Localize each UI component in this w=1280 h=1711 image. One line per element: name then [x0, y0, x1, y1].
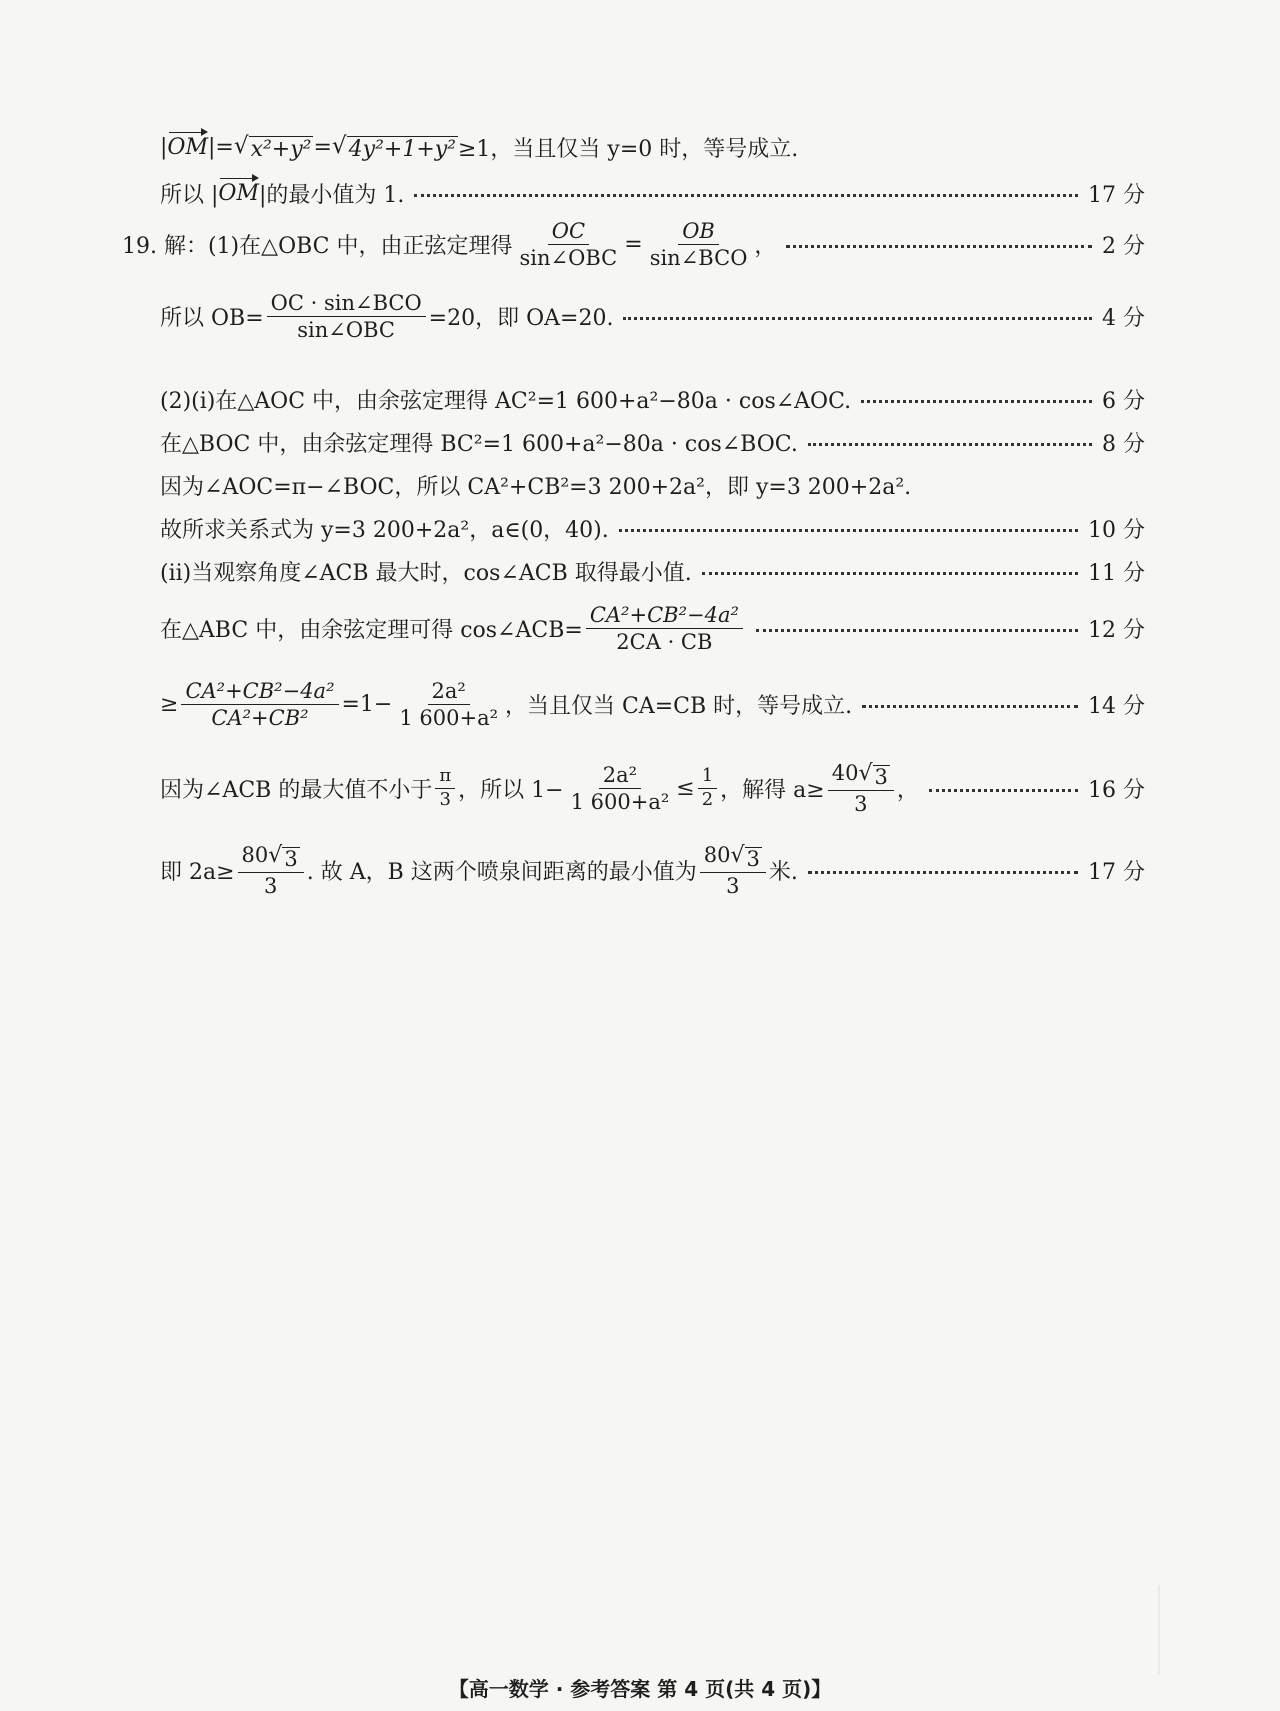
line-text: 在△BOC 中，由余弦定理得 BC²=1 600+a²−80a · cos∠BOC.	[160, 432, 798, 457]
fraction	[828, 762, 894, 815]
dot-leader	[623, 317, 1092, 320]
line-content	[160, 132, 798, 163]
denominator: 3	[854, 792, 868, 817]
line-content	[160, 844, 798, 897]
line-text: (ⅱ)当观察角度∠ACB 最大时，cos∠ACB 取得最小值.	[160, 561, 692, 586]
fraction	[516, 220, 622, 269]
denominator: 1 600+a²	[399, 706, 499, 731]
line-cosine-aoc	[160, 384, 1145, 415]
coefficient: 80	[241, 843, 269, 867]
fraction	[181, 680, 338, 729]
page-footer: 【高一数学 · 参考答案 第 4 页(共 4 页)】	[448, 1677, 832, 1701]
text-segment: ≤	[676, 776, 695, 802]
denominator: 3	[726, 874, 740, 899]
score-label: 10 分	[1088, 518, 1145, 543]
numerator: 2a²	[599, 764, 641, 789]
scan-artifact	[1158, 1585, 1200, 1675]
text-segment: 即 2a≥	[160, 860, 235, 886]
fraction	[238, 844, 304, 897]
numerator: OB	[678, 220, 719, 245]
fraction	[267, 292, 426, 341]
dot-leader	[786, 245, 1092, 248]
text-segment: ，当且仅当 CA=CB 时，等号成立.	[505, 694, 853, 720]
numerator: 2a²	[428, 680, 470, 705]
text-segment: ，	[754, 234, 777, 260]
denominator: 1 600+a²	[570, 790, 670, 815]
radicand: 3	[284, 847, 298, 871]
line-cosine-boc	[160, 427, 1145, 458]
radicand: 3	[874, 765, 888, 789]
sqrt-expression	[858, 762, 889, 788]
line-content	[160, 178, 404, 209]
denominator: 3	[263, 874, 278, 899]
dot-leader	[619, 529, 1078, 532]
radical-sign: √	[268, 843, 283, 868]
numerator: CA²+CB²−4a²	[181, 680, 338, 705]
numerator: OC · sin∠BCO	[267, 292, 426, 317]
line-cos-acb	[160, 604, 1145, 653]
text-segment: ，	[896, 778, 919, 804]
text-segment: 所以 OB=	[160, 306, 264, 332]
score-label: 6 分	[1102, 389, 1145, 414]
coefficient: 40	[831, 761, 859, 785]
line-content	[160, 292, 613, 341]
radicand: x²+y²	[250, 137, 312, 162]
numerator: CA²+CB²−4a²	[586, 604, 743, 629]
score-label: 17 分	[1088, 860, 1145, 886]
text-segment: ，所以 1−	[458, 778, 564, 804]
radical-sign: √	[730, 843, 745, 868]
dot-leader	[756, 629, 1078, 632]
score-label: 12 分	[1088, 618, 1145, 644]
line-content	[160, 680, 852, 729]
equals-sign: =	[313, 135, 332, 160]
dot-leader	[808, 871, 1078, 874]
equals-sign: =	[215, 135, 234, 160]
numerator	[700, 844, 766, 873]
text-segment: 在△ABC 中，由余弦定理可得 cos∠ACB=	[160, 618, 583, 644]
score-label: 14 分	[1088, 694, 1145, 720]
sqrt-expression	[730, 844, 761, 870]
denominator: sin∠OBC	[519, 246, 618, 271]
line-text: 故所求关系式为 y=3 200+2a²，a∈(0，40).	[160, 518, 609, 543]
fraction	[395, 680, 502, 729]
dot-leader	[702, 572, 1078, 575]
numerator: 1	[698, 767, 717, 789]
line-om-min	[160, 178, 1145, 209]
denominator: CA²+CB²	[211, 706, 309, 731]
abs-bar: |	[160, 135, 168, 160]
score-label: 4 分	[1102, 306, 1145, 332]
numerator	[238, 844, 304, 873]
line-min-distance	[160, 844, 1145, 897]
denominator: sin∠OBC	[297, 318, 396, 343]
denominator: 3	[439, 789, 451, 811]
dot-leader	[861, 400, 1092, 403]
radical-sign: √	[233, 133, 249, 159]
fraction	[435, 767, 455, 810]
dot-leader	[862, 705, 1078, 708]
numerator: π	[435, 767, 455, 789]
denominator: 2CA · CB	[616, 630, 713, 655]
vector-om: OM	[218, 181, 259, 206]
fraction	[700, 844, 766, 897]
line-ob-value	[160, 292, 1145, 341]
fraction	[698, 767, 717, 810]
radical-sign: √	[858, 761, 873, 786]
line-sum-squares	[160, 470, 1145, 501]
line-relation	[160, 513, 1145, 544]
abs-bar: |	[207, 135, 216, 160]
score-label: 16 分	[1088, 778, 1145, 804]
dot-leader	[808, 443, 1092, 446]
coefficient: 80	[703, 843, 731, 867]
line-solve-a	[160, 762, 1145, 815]
text-segment: ≥1，当且仅当 y=0 时，等号成立.	[458, 137, 799, 162]
equals-sign: =	[624, 232, 643, 258]
dot-leader	[929, 789, 1078, 792]
line-om-magnitude	[160, 132, 1145, 163]
line-content	[122, 220, 776, 269]
sqrt-expression	[268, 844, 299, 870]
denominator: 2	[701, 789, 714, 811]
text-segment: =20，即 OA=20.	[428, 306, 614, 332]
score-label: 2 分	[1102, 234, 1145, 260]
denominator: sin∠BCO	[649, 246, 748, 271]
score-label: 8 分	[1102, 432, 1145, 457]
sqrt-expression	[332, 133, 458, 162]
numerator	[828, 762, 894, 791]
fraction	[646, 220, 752, 269]
sqrt-expression	[234, 133, 314, 162]
line-max-angle	[160, 556, 1145, 587]
score-label: 11 分	[1088, 561, 1145, 586]
text-segment: 所以 |	[160, 183, 219, 208]
score-label: 17 分	[1088, 183, 1145, 208]
radicand: 3	[746, 847, 760, 871]
text-segment: =1−	[341, 692, 393, 718]
line-text: (2)(ⅰ)在△AOC 中，由余弦定理得 AC²=1 600+a²−80a · cos∠AOC.	[160, 389, 852, 414]
radical-sign: √	[331, 133, 347, 159]
text-segment: |的最小值为 1.	[258, 183, 405, 208]
text-segment: ≥	[160, 692, 179, 718]
radicand: 4y²+1+y²	[348, 137, 456, 162]
line-q19-sine-law	[122, 220, 1145, 269]
vector-om: OM	[167, 135, 208, 160]
text-segment: 米.	[768, 860, 798, 886]
line-text: 因为∠AOC=π−∠BOC，所以 CA²+CB²=3 200+2a²，即 y=3 200+2a².	[160, 475, 912, 500]
text-segment: 19. 解：(1)在△OBC 中，由正弦定理得	[122, 234, 513, 260]
text-segment: ，解得 a≥	[720, 778, 825, 804]
line-content	[160, 762, 919, 815]
text-segment: 因为∠ACB 的最大值不小于	[160, 778, 433, 804]
line-content	[160, 604, 746, 653]
numerator: OC	[548, 220, 589, 245]
text-segment: . 故 A，B 这两个喷泉间距离的最小值为	[306, 860, 697, 886]
fraction	[567, 764, 674, 813]
fraction	[586, 604, 743, 653]
dot-leader	[414, 194, 1078, 197]
line-inequality	[160, 680, 1145, 729]
